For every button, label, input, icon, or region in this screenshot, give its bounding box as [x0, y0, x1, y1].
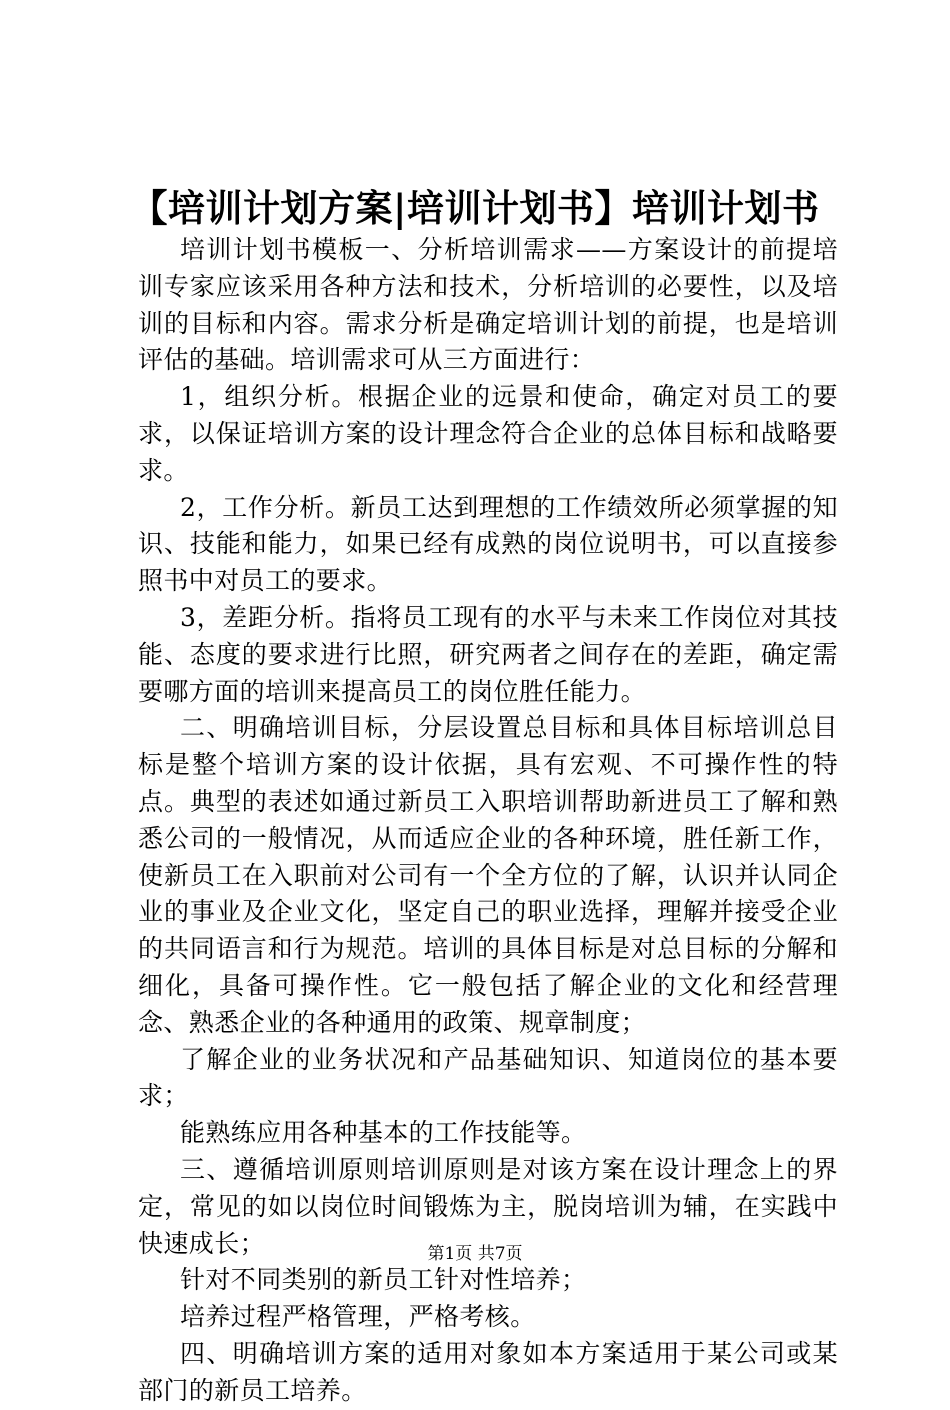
- paragraph-business-knowledge: 了解企业的业务状况和产品基础知识、知道岗位的基本要求；: [138, 1044, 838, 1111]
- document-body: [138, 232, 838, 1410]
- paragraph-gap-analysis: 3，差距分析。指将员工现有的水平与未来工作岗位对其技能、态度的要求进行比照，研究两者之间存在的差距，确定需要哪方面的培训来提高员工的岗位胜任能力。: [138, 602, 838, 706]
- paragraph-organization-analysis: 1，组织分析。根据企业的远景和使命，确定对员工的要求，以保证培训方案的设计理念符合企业的总体目标和战略要求。: [138, 382, 838, 485]
- paragraph-training-goals: 二、明确培训目标，分层设置总目标和具体目标培训总目标是整个培训方案的设计依据，具有宏观、不可操作性的特点。典型的表述如通过新员工入职培训帮助新进员工了解和熟悉公司的一般情况，从而适应企业的各种环境，胜任新工作，使新员工在入职前对公司有一个全方位的了解，认识并认同企业的事业及企业文化，坚定自己的职业选择，理解并接受企业的共同语言和行为规范。培训的具体目标是对总目标的分解和细化，具备可操作性。它一般包括了解企业的文化和经营理念、熟悉企业的各种通用的政策、规章制度；: [138, 713, 838, 1037]
- paragraph-work-skills: 能熟练应用各种基本的工作技能等。: [180, 1118, 587, 1148]
- document-title: 【培训计划方案|培训计划书】培训计划书: [130, 186, 820, 230]
- paragraph-training-principles: 三、遵循培训原则培训原则是对该方案在设计理念上的界定，常见的如以岗位时间锻炼为主，脱岗培训为辅，在实践中快速成长；: [138, 1154, 838, 1258]
- page-number-footer: 第1页 共7页: [427, 1244, 523, 1264]
- paragraph-work-analysis: 2，工作分析。新员工达到理想的工作绩效所必须掌握的知识、技能和能力，如果已经有成熟的岗位说明书，可以直接参照书中对员工的要求。: [138, 492, 838, 596]
- paragraph-applicable-targets: 四、明确培训方案的适用对象如本方案适用于某公司或某部门的新员工培养。: [138, 1338, 838, 1405]
- paragraph-intro: 培训计划书模板一、分析培训需求——方案设计的前提培训专家应该采用各种方法和技术，分析培训的必要性，以及培训的目标和内容。需求分析是确定培训计划的前提，也是培训评估的基础。培训需求可从三方面进行：: [138, 235, 838, 375]
- paragraph-strict-management: 培养过程严格管理，严格考核。: [180, 1302, 536, 1332]
- paragraph-targeted-training: 针对不同类别的新员工针对性培养；: [180, 1265, 587, 1295]
